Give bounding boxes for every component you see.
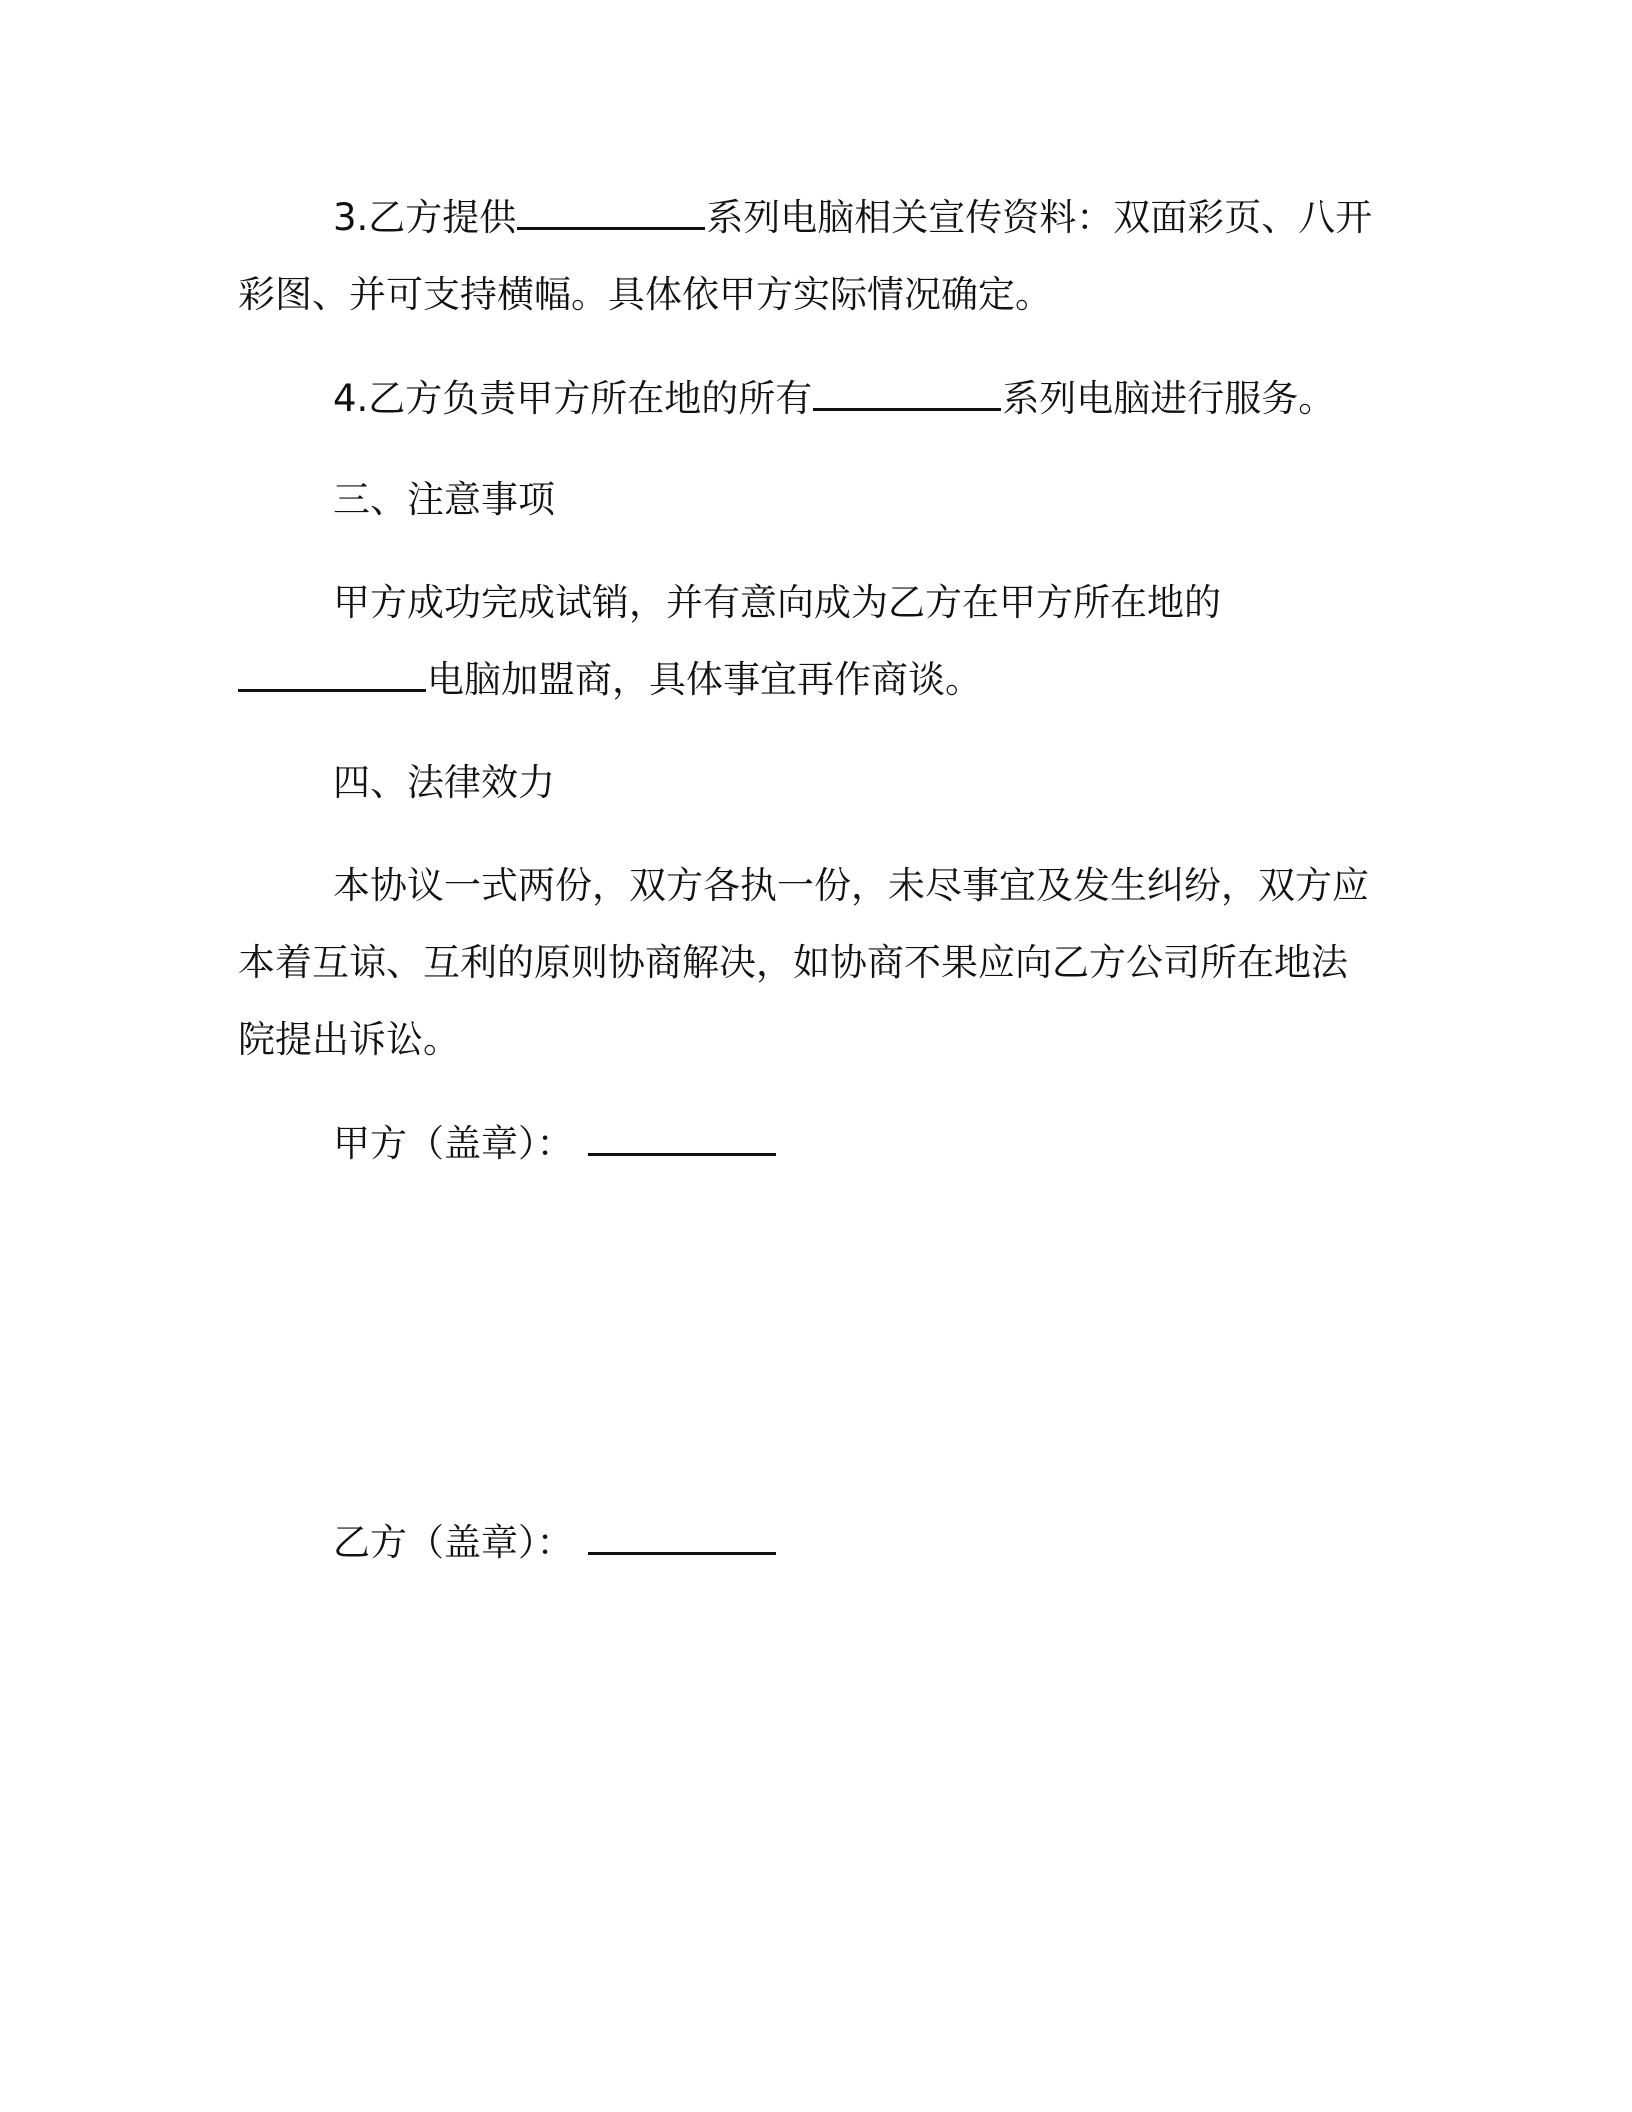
party-a-signature <box>333 1122 777 1166</box>
section-3-line-1: 甲方成功完成试销，并有意向成为乙方在甲方所在地的 <box>333 581 1221 624</box>
signature-blank <box>588 1123 776 1156</box>
party-b-label: 乙方（盖章）： <box>333 1521 574 1564</box>
blank-field <box>238 659 426 692</box>
signature-blank <box>588 1522 776 1555</box>
blank-field <box>813 378 1001 411</box>
party-a-label: 甲方（盖章）： <box>333 1122 574 1165</box>
clause-4-suffix: 系列电脑进行服务。 <box>1002 377 1336 420</box>
clause-3-line-1 <box>333 196 1372 240</box>
section-4-line-1: 本协议一式两份，双方各执一份，未尽事宜及发生纠纷，双方应 <box>333 864 1369 907</box>
clause-3-prefix: 3.乙方提供 <box>333 196 517 239</box>
clause-3-line-2: 彩图、并可支持横幅。具体依甲方实际情况确定。 <box>238 273 1052 316</box>
section-4-line-3: 院提出诉讼。 <box>238 1018 460 1061</box>
party-b-signature <box>333 1521 777 1565</box>
section-3-line-2-suffix: 电脑加盟商，具体事宜再作商谈。 <box>427 658 982 701</box>
clause-4-prefix: 4.乙方负责甲方所在地的所有 <box>333 377 813 420</box>
section-3-heading: 三、注意事项 <box>333 478 555 521</box>
clause-3-suffix: 系列电脑相关宣传资料：双面彩页、八开 <box>706 196 1373 239</box>
section-4-line-2: 本着互谅、互利的原则协商解决，如协商不果应向乙方公司所在地法 <box>238 941 1348 984</box>
section-3-line-2 <box>238 658 982 702</box>
section-4-heading: 四、法律效力 <box>333 761 555 804</box>
blank-field <box>517 197 705 230</box>
clause-4 <box>333 377 1335 421</box>
